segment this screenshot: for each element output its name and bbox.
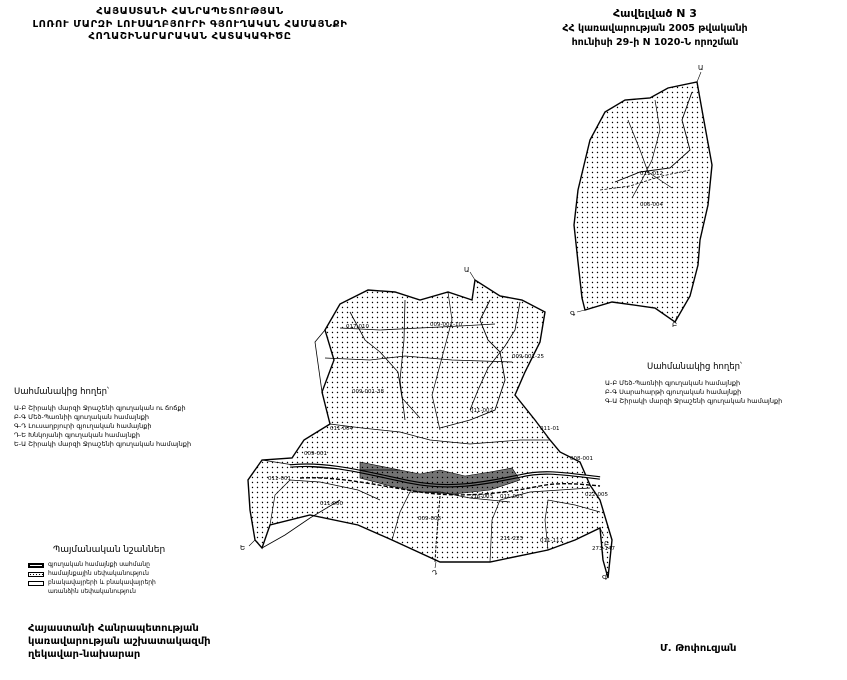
legend-community-symbol <box>28 572 44 577</box>
legend-private-symbol <box>28 590 44 595</box>
upper-point-c: Գ <box>570 310 576 318</box>
upper-parcel-label-1: 011-012 <box>640 171 663 177</box>
legend-boundary-symbol <box>28 563 44 568</box>
legend-label: համայնքային սեփականություն <box>48 569 149 577</box>
annex-line-2: հունիսի 29-ի N 1020-Ն որոշման <box>571 36 739 48</box>
right-boundary-item: Ա-Բ Մեծ-Պառնիի գյուղական համայնքի <box>605 379 741 388</box>
legend-settlement-symbol <box>28 581 44 586</box>
legend-row <box>28 570 165 578</box>
legend-heading: Պայմանական նշաններ <box>53 545 166 555</box>
left-boundary-item: Ե-Ա Շիրակի մարզի Ջրաշենի գյուղական համայնքի <box>14 439 192 448</box>
parcel-label-8: 011-004 <box>330 426 353 432</box>
main-leader-e <box>249 540 255 546</box>
main-leader-d <box>435 562 436 568</box>
right-boundaries <box>605 362 782 406</box>
right-boundary-item: Բ-Գ Սարահարթի գյուղական համայնքի <box>605 388 742 397</box>
parcel-label-18: 211-223 <box>500 536 523 542</box>
upper-leader-c <box>577 310 585 312</box>
title-line-2: ԼՈՌՈՒ ՄԱՐԶԻ ԼՈՒՍԱՂԲՅՈՒՐԻ ԳՅՈՒՂԱԿԱՆ ՀԱՄԱՅՆՔԻ <box>32 18 348 30</box>
legend-row <box>28 588 165 596</box>
legend-row <box>28 561 165 569</box>
left-boundary-item: Դ-Ե Խնկոյանի գյուղական համայնքի <box>14 430 140 439</box>
signature-title-line-2: կառավարության աշխատակազմի <box>28 636 211 647</box>
right-boundary-item: Գ-Ա Շիրակի մարզի Ջրաշենի գյուղական համայնքի <box>605 397 783 405</box>
legend-row <box>28 579 165 587</box>
parcel-label-15: 022-005 <box>585 492 608 498</box>
right-boundaries-heading: Սահմանակից հողեր՝ <box>647 362 743 372</box>
upper-territory <box>570 64 712 329</box>
title-line-1: ՀԱՅԱՍՏԱՆԻ ՀԱՆՐԱՊԵՏՈՒԹՅԱՆ <box>96 6 284 17</box>
parcel-label-6: 017-010 <box>346 324 369 330</box>
left-boundaries-heading: Սահմանակից հողեր՝ <box>14 387 110 397</box>
legend-label: առանձին սեփականություն <box>48 587 136 595</box>
parcel-label-10: 011-01 <box>540 426 560 432</box>
legend-label: բնակավայրերի և բնակավայրերի <box>48 578 156 586</box>
parcel-label-5: 009-001-25 <box>512 354 544 360</box>
annex-line-1: ՀՀ կառավարության 2005 թվականի <box>562 22 748 34</box>
signature-title-line-3: ղեկավար-նախարար <box>28 649 141 660</box>
main-point-e: Ե <box>240 544 246 552</box>
parcel-label-4: 009-001-10 <box>430 322 462 328</box>
left-boundaries <box>14 387 191 448</box>
parcel-label-11: 008-001 <box>570 456 593 462</box>
parcel-label-13: 216-003 <box>470 494 493 500</box>
parcel-label-3: 009-001-38 <box>352 389 384 395</box>
parcel-label-14: 011-003 <box>500 494 523 500</box>
upper-parcel-label-2: 006-004 <box>640 202 663 208</box>
main-point-c: Գ <box>602 574 608 582</box>
annex-number: Հավելված N 3 <box>613 7 697 20</box>
upper-leader-a <box>697 72 701 82</box>
upper-point-b: Բ <box>672 321 678 329</box>
left-boundary-item: Գ-Դ Լուսաղբյուրի գյուղական համայնքի <box>14 422 152 430</box>
northwest-parcel <box>315 330 325 392</box>
title-line-3: ՀՈՂԱՇԻՆԱՐԱՐԱԿԱՆ ՀԱՏԱԿԱԳԻԾԸ <box>88 31 292 42</box>
main-point-d: Դ <box>432 569 438 577</box>
main-point-a: Ա <box>464 266 470 274</box>
signature-title <box>28 622 211 661</box>
signature-title-line-1: Հայաստանի Հանրապետության <box>28 623 199 634</box>
legend-label: գյուղական համայնքի սահմանը <box>48 560 150 568</box>
parcel-label-19: 011-111 <box>540 538 563 544</box>
main-territory <box>240 266 615 582</box>
parcel-label-9: 009-001 <box>304 451 327 457</box>
left-boundary-item: Ա-Բ Շիրակի մարզի Ջրաշենի գյուղական ու ճոճքի <box>14 404 186 413</box>
signature-name: Մ. Թոփուզյան <box>660 643 737 654</box>
parcel-label-20: 273-147 <box>592 546 615 552</box>
parcel-label-12: 011-001 <box>268 476 291 482</box>
upper-point-a: Ա <box>698 64 704 72</box>
parcel-label-16: 009-003 <box>418 516 441 522</box>
parcel-label-17: 011-000 <box>320 501 343 507</box>
main-point-b: Բ <box>604 540 610 548</box>
parcel-label-7: 011-002 <box>470 408 493 414</box>
legend <box>28 545 165 597</box>
main-leader-a <box>470 272 475 280</box>
left-boundary-item: Բ-Գ Մեծ-Պառնիի գյուղական համայնքի <box>14 413 150 422</box>
